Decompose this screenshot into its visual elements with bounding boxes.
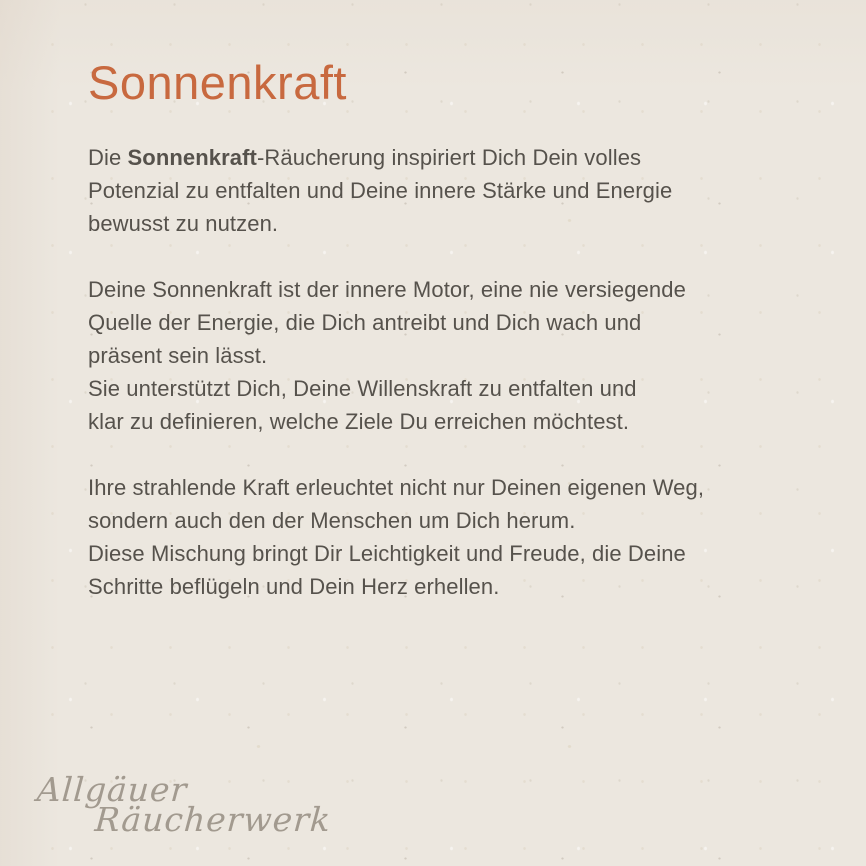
brand-logo xyxy=(34,770,334,839)
paragraph-motor-line2: Quelle der Energie, die Dich antreibt und Dich wach und xyxy=(88,310,642,335)
paragraph-intro-line3: bewusst zu nutzen. xyxy=(88,211,279,236)
product-name-bold: Sonnenkraft xyxy=(127,145,257,170)
paragraph-kraft xyxy=(88,471,704,603)
paragraph-intro-rest: -Räucherung inspiriert Dich Dein volles xyxy=(256,145,642,170)
paragraph-motor-line4: Sie unterstützt Dich, Deine Willenskraft zu entfalten und xyxy=(88,376,637,401)
paragraph-motor-line5: klar zu definieren, welche Ziele Du erreichen möchtest. xyxy=(88,409,630,434)
paragraph-kraft-line1: Ihre strahlende Kraft erleuchtet nicht nur Deinen eigenen Weg, xyxy=(88,475,705,500)
paragraph-intro-line2: Potenzial zu entfalten und Deine innere Stärke und Energie xyxy=(88,178,673,203)
paragraph-intro-prefix: Die xyxy=(88,145,128,170)
paragraph-motor-line3: präsent sein lässt. xyxy=(88,343,268,368)
brand-logo-line2: Räucherwerk xyxy=(93,800,333,839)
paragraph-motor xyxy=(88,273,686,438)
paragraph-kraft-line2: sondern auch den der Menschen um Dich herum. xyxy=(88,508,576,533)
paragraph-kraft-line3: Diese Mischung bringt Dir Leichtigkeit und Freude, die Deine xyxy=(88,541,686,566)
page-title: Sonnenkraft xyxy=(88,56,347,109)
paragraph-kraft-line4: Schritte beflügeln und Dein Herz erhellen. xyxy=(88,574,500,599)
brand-logo-line1: Allgäuer xyxy=(35,770,189,809)
paragraph-motor-line1: Deine Sonnenkraft ist der innere Motor, eine nie versiegende xyxy=(88,277,686,302)
paragraph-intro xyxy=(88,141,672,240)
